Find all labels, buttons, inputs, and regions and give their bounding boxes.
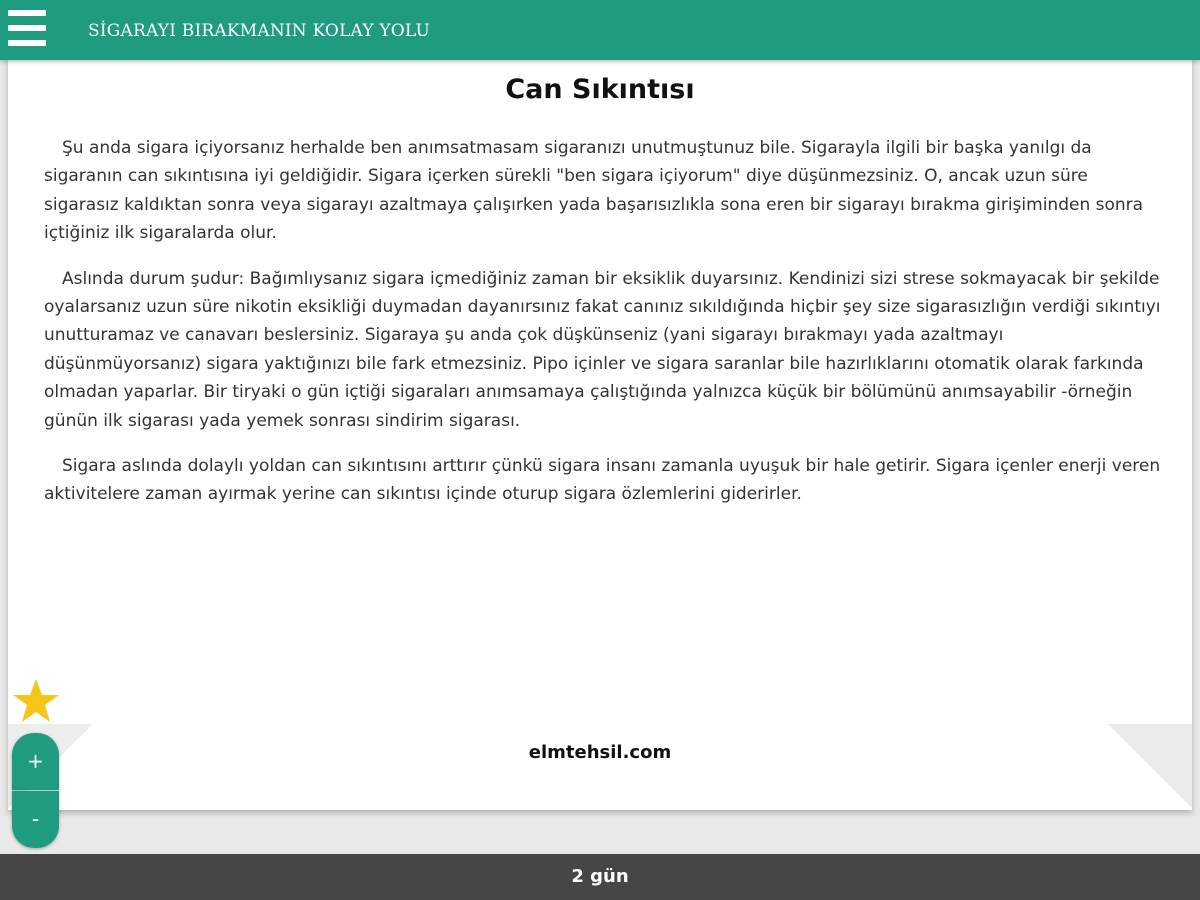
paragraph: Şu anda sigara içiyorsanız herhalde ben anımsatmasam sigaranızı unutmuştunuz bile. Sigarayla ilgili bir başka yanılgı da sigaranın can sıkıntısına iyi geldiğidir. Sigara içerken sürekli "ben sigara içiyorum" diye düşünmezsiniz. O, ancak uzun süre sigarasız kaldıktan sonra veya sigarayı azaltmaya çalışırken yada başarısızlıkla sona eren bir sigarayı bırakma girişiminden sonra içtiğiniz ilk sigaralarda olur. (44, 138, 1144, 244)
status-day-count: 2 gün (571, 866, 629, 887)
page-title: Can Sıkıntısı (505, 74, 695, 105)
zoom-in-button[interactable]: + (12, 733, 59, 790)
paragraph: Sigara aslında dolaylı yoldan can sıkıntısını arttırır çünkü sigara insanı zamanla uyuşuk bir hale getirir. Sigara içenler enerji veren aktivitelere zaman ayırmak yerine can sıkıntısı içinde oturup sigara özlemlerini giderirler. (44, 456, 1161, 505)
page-content (44, 134, 1162, 526)
star-icon[interactable] (12, 678, 60, 726)
status-bar (0, 854, 1200, 900)
zoom-out-button[interactable]: - (12, 791, 59, 848)
star-shape (13, 679, 59, 722)
app-title: SİGARAYI BIRAKMANIN KOLAY YOLU (88, 21, 431, 41)
book-page (8, 58, 1192, 810)
next-page-corner[interactable] (1108, 724, 1192, 808)
hamburger-menu-icon[interactable] (8, 10, 48, 48)
top-app-bar (0, 0, 1200, 60)
footer-site-label: elmtehsil.com (528, 742, 672, 763)
paragraph: Aslında durum şudur: Bağımlıysanız sigara içmediğiniz zaman bir eksiklik duyarsınız. Kendinizi sizi strese sokmayacak bir şekilde oyalarsanız uzun süre nikotin eksikliği duymadan dayanırsınız fakat canınız sıkıldığında hiçbir şey size sigarasızlığın verdiği sıkıntıyı unutturamaz ve canavarı beslersiniz. Sigaraya şu anda çok düşkünseniz (yani sigarayı bırakmayı yada azaltmayı düşünmüyorsanız) sigara yaktığınızı bile fark etmezsiniz. Pipo içinler ve sigara saranlar bile hazırlıklarını otomatik olarak farkında olmadan yaparlar. Bir tiryaki o gün içtiği sigaraları anımsamaya çalıştığında yalnızca küçük bir bölümünü anımsayabilir -örneğin günün ilk sigarası yada yemek sonrası sindirim sigarası. (44, 268, 1161, 431)
